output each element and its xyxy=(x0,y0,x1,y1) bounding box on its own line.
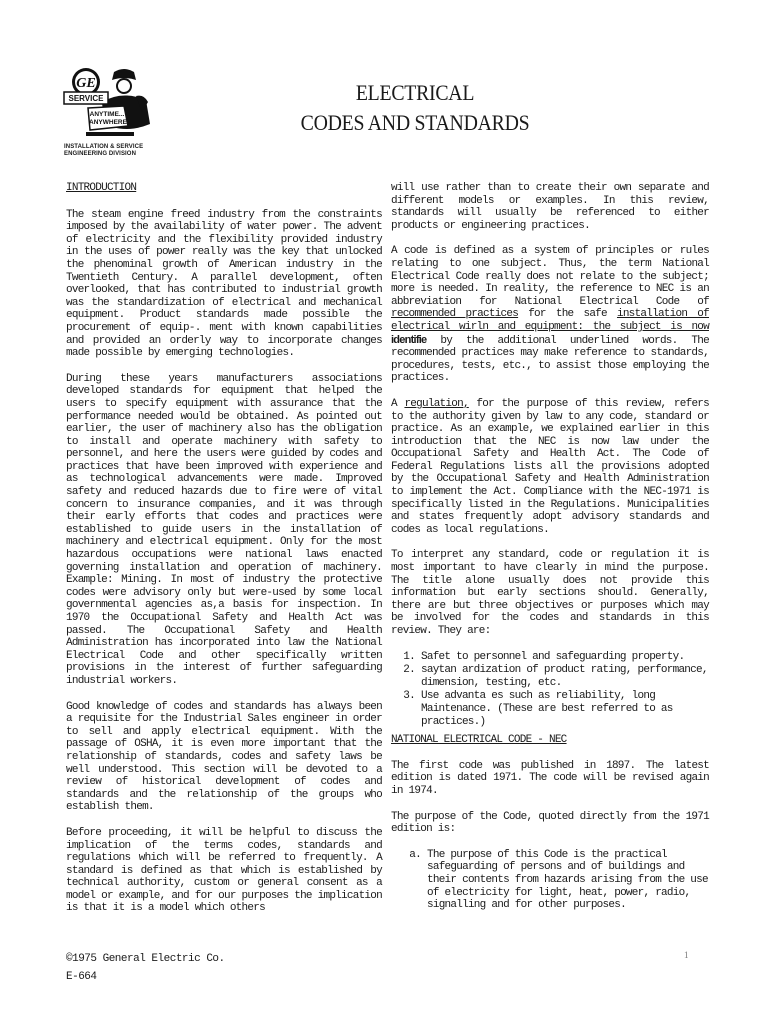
list-marker: 1. xyxy=(403,650,415,663)
standards-paragraph: will use rather than to create their own separate and different models or examples. In this review, standards will usually be referenced to either products or engineering practices. xyxy=(391,182,709,232)
quoted-purpose xyxy=(391,849,709,912)
regulation-text-b: for the purpose of this review, refers to the authority given by law to any code, standard or practice. As an example, we explained earlier in this introduction that the NEC is now law under the Occupational Safety and Health Act. The Code of Federal Regulations lists all the provisions adopted by the Occupational Safety and Health Administration to implement the Act. Compliance with the NEC-1971 is specifically listed in the Regulations. Municipalities and states frequently adopt advisory standards and codes as local regulations. xyxy=(391,397,710,536)
identified-bold-text: identifie xyxy=(391,333,427,346)
list-text: saytan ardization of product rating, performance, dimension, testing, etc. xyxy=(421,664,708,689)
objectives-list xyxy=(391,651,709,729)
code-text-b: for the safe xyxy=(528,308,607,321)
logo-badge-line1: ANYTIME... xyxy=(89,111,125,118)
page-number: 1 xyxy=(684,950,689,960)
quote-marker: a. xyxy=(409,848,421,861)
svg-text:GE: GE xyxy=(76,76,96,91)
list-text: Use advanta es such as reliability, long Maintenance. (These are best referred to as practices.) xyxy=(421,690,673,728)
logo-caption-line1: INSTALLATION & SERVICE xyxy=(64,144,144,150)
left-column xyxy=(66,182,382,928)
intro-paragraph-3: Good knowledge of codes and standards has always been a requisite for the Industrial Sales engineer in order to sell and apply electrical equipment. With the passage of OSHA, it is even more important that the relationship of standards, codes and safety laws be well understood. This section will be devoted to a review of historical development of codes and standards and the relationship of the groups who establish them. xyxy=(66,700,382,814)
document-number: E-664 xyxy=(66,971,97,983)
logo-badge-line2: ANYWHERE xyxy=(89,119,127,126)
copyright-text: ©1975 General Electric Co. xyxy=(66,953,225,965)
intro-paragraph-2: During these years manufacturers associations developed standards for equipment that helped the users to specify equipment with assurance that the performance needed would be obtained. As pointed out earlier, the user of machinery also has the obligation to install and operate machinery with safety to personnel, and here the users were guided by codes and practices that have been improved with experience and as technological advancements were made. Improved safety and reduced hazards due to fire were of vital concern to insurance companies, and it was through their early efforts that codes and practices were established to guide users in the installation of machinery and electrical equipment. Only for the most hazardous occupations were national laws enacted governing installation and operation of machinery. Example: Mining. In most of industry the protective codes were advisory only but were-used by some local governmental agencies as,a basis for inspection. In 1970 the Occupational Safety and Health Act was passed. The Occupational Safety and Health Administration has incorporated into law the National Electrical Code and other specifically written provisions in the interest of further safeguarding industrial workers. xyxy=(66,372,382,687)
list-marker: 3. xyxy=(403,690,415,703)
ge-service-logo xyxy=(62,66,154,170)
title-line-2: CODES AND STANDARDS xyxy=(300,110,530,135)
first-code-paragraph: The first code was published in 1897. The latest edition is dated 1971. The code will be revised again in 1974. xyxy=(391,759,709,797)
logo-caption xyxy=(64,144,156,158)
regulation-paragraph xyxy=(391,398,709,537)
right-column xyxy=(391,182,709,912)
title-line-1: ELECTRICAL xyxy=(355,80,475,105)
code-definition-paragraph xyxy=(391,245,709,385)
footer xyxy=(66,950,225,986)
intro-paragraph-4: Before proceeding, it will be helpful to discuss the implication of the terms codes, standards and regulations which will be referred to frequently. A standard is defined as that which is established by technical authority, custom or general consent as a model or example, and for our purposes the implication is that it is a model which others xyxy=(66,826,382,915)
introduction-heading: INTRODUCTION xyxy=(66,182,137,194)
intro-paragraph-1: The steam engine freed industry from the constraints imposed by the availability of water power. The advent of electricity and the flexibility provided industry in the uses of power really was the key that unlocked the phenominal growth of American industry in the Twentieth Century. A parallel development, often overlooked, that has contributed to industrial growth was the standardization of electrical and mechanical equipment. Product standards made possible the procurement of equip-. ment with known capabilities and provided an orderly way to incorporate changes made possible by emerging technologies. xyxy=(66,208,382,360)
quote-text: The purpose of this Code is the practical safeguarding of persons and of buildings and their contents from hazards arising from the use of electricity for light, heat, power, radio, signalling and for other purposes. xyxy=(427,848,708,912)
nec-heading: NATIONAL ELECTRICAL CODE - NEC xyxy=(391,734,567,747)
logo-caption-line2: ENGINEERING DIVISION xyxy=(64,151,137,157)
purpose-paragraph: The purpose of the Code, quoted directly from the 1971 edition is: xyxy=(391,810,709,836)
recommended-practices-underline: recommended practices xyxy=(391,308,519,321)
document-title xyxy=(249,78,582,138)
installation-underline: installation of electrical wirln and equipment: the subject is now xyxy=(391,308,709,333)
list-item xyxy=(391,690,709,728)
list-text: Safet to personnel and safeguarding property. xyxy=(421,650,685,663)
code-text-a: A code is defined as a system of principles or rules relating to one subject. Thus, the term National Electrical Code really does not relate to the subject; more is needed. In reality, the reference to NEC is an abbreviation for National Electrical Code of xyxy=(391,245,709,308)
regulation-underline: regulation, xyxy=(404,397,469,410)
logo-service-text: SERVICE xyxy=(68,94,104,103)
ge-monogram-icon xyxy=(62,66,154,146)
list-item xyxy=(391,664,709,689)
interpret-paragraph: To interpret any standard, code or regulation it is most important to have clearly in mind the purpose. The title alone usually does not provide this information but early sections should. Generally, there are but three objectives or purposes which may be involved for the codes and standards in this review. They are: xyxy=(391,549,709,637)
list-marker: 2. xyxy=(403,664,415,677)
regulation-text-a: A xyxy=(391,397,397,410)
list-item xyxy=(391,651,709,664)
code-text-c: by the additional underlined words. The recommended practices may make reference to standards, procedures, tests, etc., to assist those employing the practices. xyxy=(391,334,709,385)
